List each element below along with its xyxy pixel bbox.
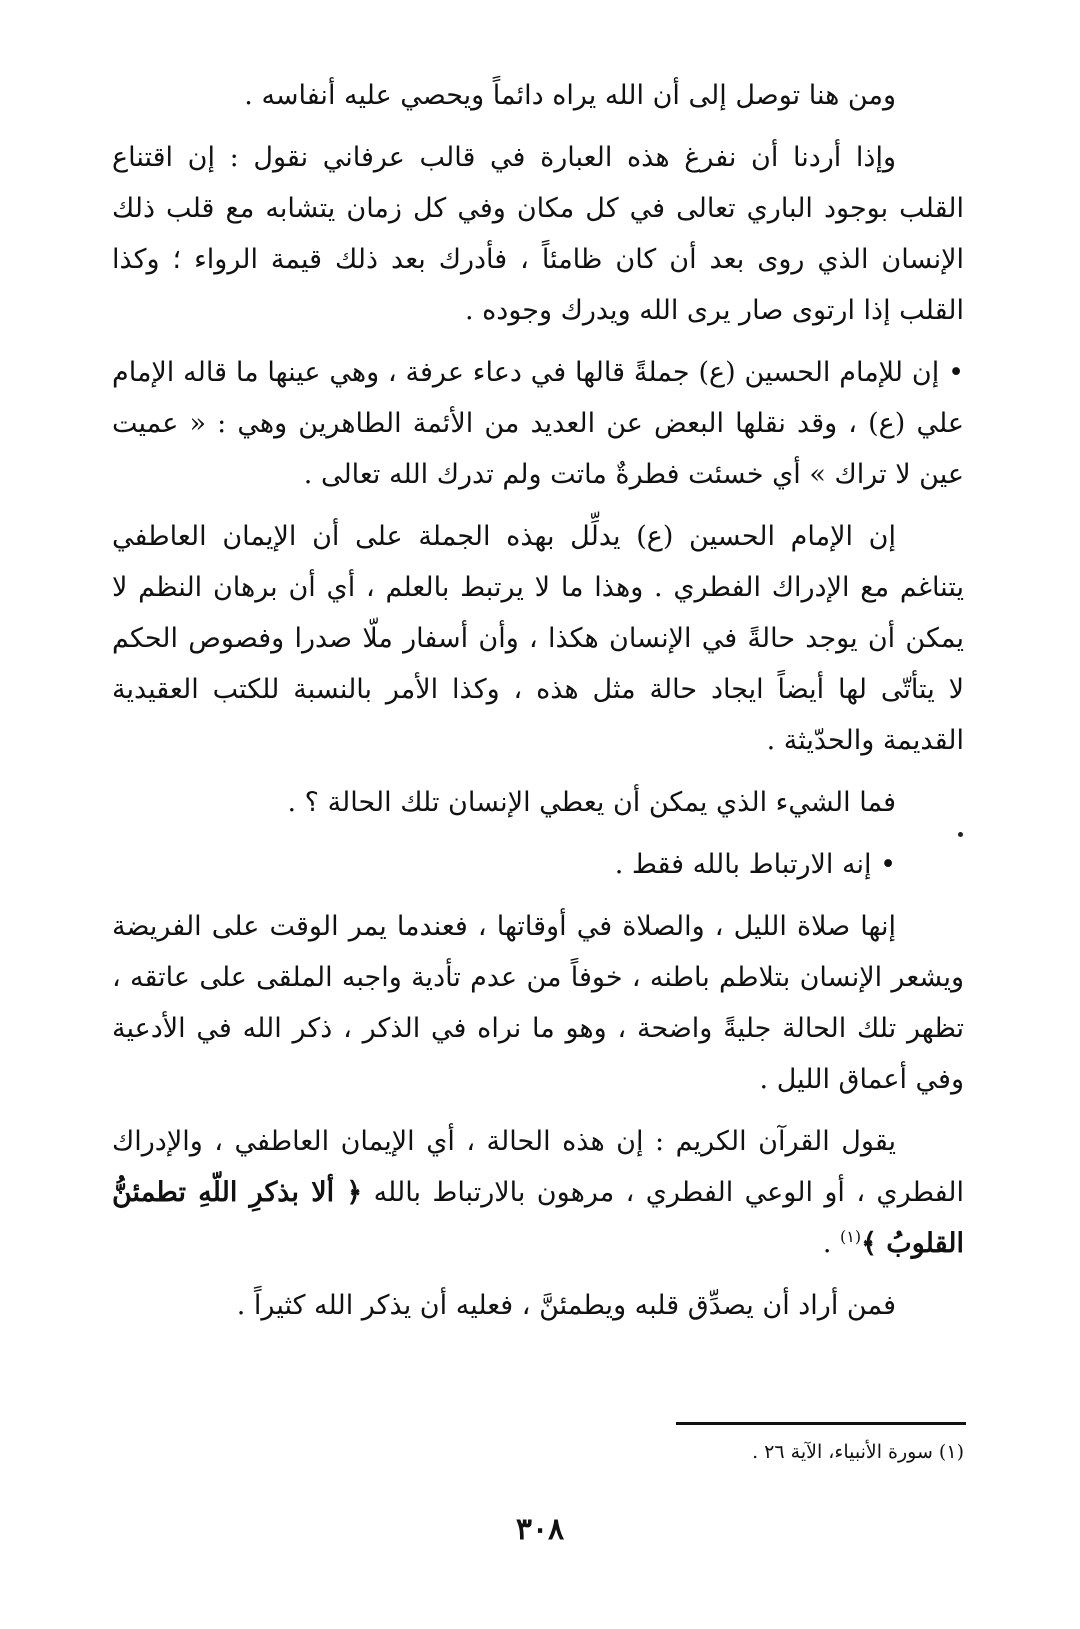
quran-verse: ﴿ ألا بذكرِ اللّهِ تطمئنُّ القلوبُ ﴾ bbox=[112, 1177, 964, 1259]
paragraph-5: فما الشيء الذي يمكن أن يعطي الإنسان تلك الحالة ؟ . bbox=[287, 787, 896, 818]
paragraph-7: إنها صلاة الليل ، والصلاة في أوقاتها ، فعندما يمر الوقت على الفريضة ويشعر الإنسان بتلاطم باطنه ، خوفاً من عدم تأدية واجبه الملقى على عاتقه ، تظهر تلك الحالة جليةً واضحة ، وهو ما نراه في الذكر ، ذكر الله في الأدعية وفي أعماق الليل . bbox=[112, 911, 964, 1095]
footnote-text: (١) سورة الأنبياء، الآية ٢٦ . bbox=[752, 1441, 964, 1463]
quran-paragraph bbox=[112, 1116, 964, 1269]
paragraph-8: فمن أراد أن يصدِّق قلبه ويطمئنَّ ، فعليه أن يذكر الله كثيراً . bbox=[236, 1290, 896, 1321]
footnote-reference: (١) bbox=[839, 1227, 862, 1246]
quran-paragraph-end: . bbox=[822, 1228, 840, 1259]
main-text bbox=[112, 70, 964, 1342]
paragraph-2: وإذا أردنا أن نفرغ هذه العبارة في قالب عرفاني نقول : إن اقتناع القلب بوجود الباري تعالى في كل مكان وفي كل زمان يتشابه مع قلب ذلك الإنسان الذي روى بعد أن كان ظامئاً ، فأدرك بعد ذلك قيمة الرواء ؛ وكذا القلب إذا ارتوى صار يرى الله ويدرك وجوده . bbox=[112, 142, 964, 326]
page-number: ٣٠٨ bbox=[515, 1512, 565, 1547]
paragraph-1: ومن هنا توصل إلى أن الله يراه دائماً ويحصي عليه أنفاسه . bbox=[244, 80, 896, 111]
paragraph-6: • إنه الارتباط بالله فقط . bbox=[614, 849, 896, 880]
footnote-divider bbox=[676, 1422, 966, 1425]
quran-paragraph-intro: يقول القرآن الكريم : إن هذه الحالة ، أي الإيمان العاطفي ، والإدراك الفطري ، أو الوعي الفطري ، مرهون بالارتباط بالله bbox=[112, 1126, 964, 1208]
paragraph-4: إن الإمام الحسين (ع) يدلِّل بهذه الجملة على أن الإيمان العاطفي يتناغم مع الإدراك الفطري . وهذا ما لا يرتبط بالعلم ، أي أن برهان النظم لا يمكن أن يوجد حالةً في الإنسان هكذا ، وأن أسفار ملّا صدرا وفصوص الحكم لا يتأتّى لها أيضاً ايجاد حالة مثل هذه ، وكذا الأمر بالنسبة للكتب العقيدية القديمة والحدّيثة . bbox=[112, 521, 964, 756]
paragraph-3: • إن للإمام الحسين (ع) جملةً قالها في دعاء عرفة ، وهي عينها ما قاله الإمام علي (ع) ، وقد نقلها البعض عن العديد من الأئمة الطاهرين وهي : « عميت عين لا تراك » أي خسئت فطرةٌ ماتت ولم تدرك الله تعالى . bbox=[112, 357, 964, 490]
margin-dot-mark bbox=[958, 832, 963, 837]
